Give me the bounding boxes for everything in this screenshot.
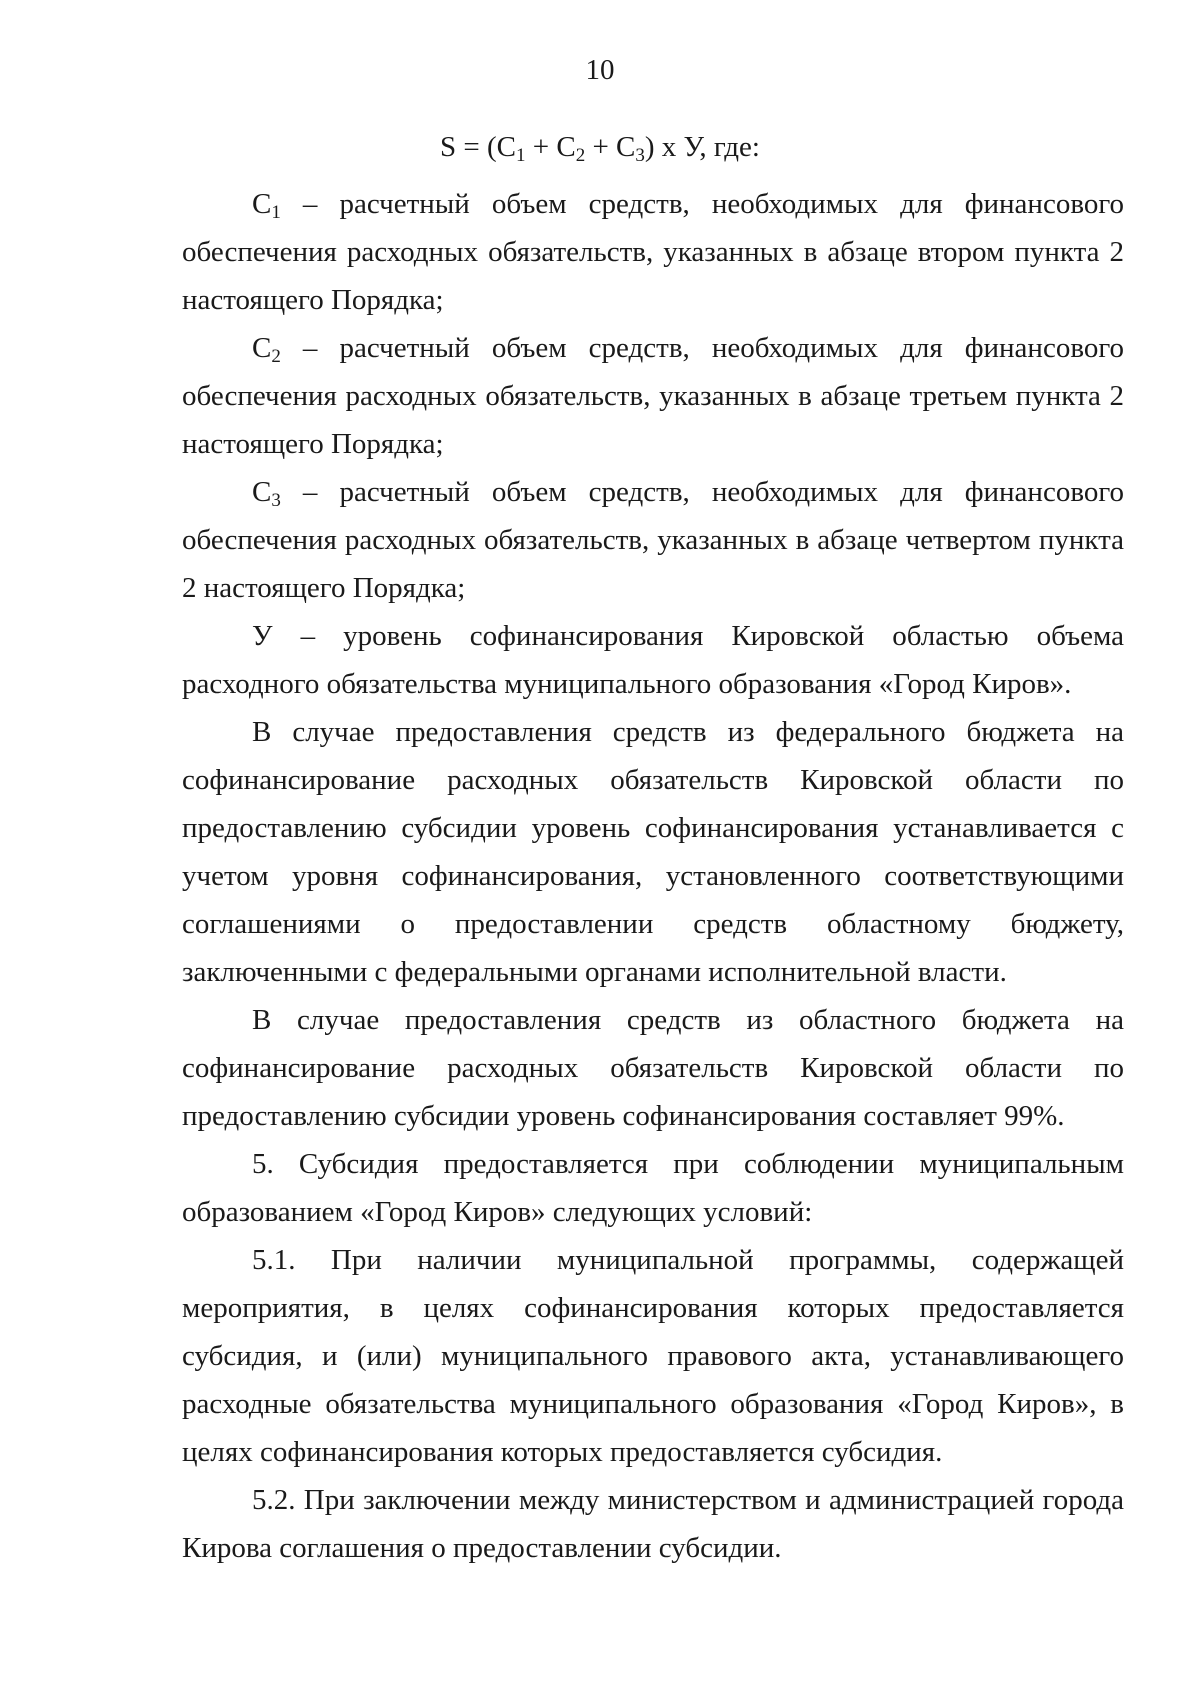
formula-part: S = (C: [440, 131, 516, 163]
definition-c2: [182, 324, 1124, 468]
clause-5: 5. Субсидия предоставляется при соблюдении муниципальным образованием «Город Киров» следующих условий:: [182, 1148, 1124, 1228]
paragraph-federal: В случае предоставления средств из федерального бюджета на софинансирование расходных обязательств Кировской области по предоставлению субсидии уровень софинансирования устанавливается с учетом уровня софинансирования, установленного соответствующими соглашениями о предоставлении средств областному бюджету, заключенными с федеральными органами исполнительной власти.: [182, 716, 1124, 988]
definition-c3: [182, 468, 1124, 612]
formula-part: + C: [525, 131, 576, 163]
formula: [0, 127, 1200, 167]
clause-5-2: 5.2. При заключении между министерством и администрацией города Кирова соглашения о предоставлении субсидии.: [182, 1484, 1124, 1564]
formula-subscript: 2: [575, 145, 586, 166]
definition-text: – уровень софинансирования Кировской областью объема расходного обязательства муниципального образования «Город Киров».: [182, 620, 1124, 700]
variable: $C_2$: [252, 332, 281, 367]
formula-subscript: 3: [635, 145, 645, 166]
page-number: 10: [585, 54, 615, 86]
variable: $C_1$: [252, 188, 281, 223]
definition-c1: [182, 180, 1124, 324]
definition-text: – расчетный объем средств, необходимых для финансового обеспечения расходных обязательств, указанных в абзаце четвертом пункта 2 настоящего Порядка;: [182, 476, 1124, 604]
variable: $C_3$: [252, 476, 281, 511]
formula-subscript: 1: [515, 145, 526, 166]
formula-part: ) х У, где:: [644, 131, 760, 163]
definition-text: – расчетный объем средств, необходимых для финансового обеспечения расходных обязательств, указанных в абзаце втором пункта 2 настоящего Порядка;: [182, 188, 1124, 316]
definition-y: [182, 612, 1124, 708]
paragraph-regional: В случае предоставления средств из областного бюджета на софинансирование расходных обязательств Кировской области по предоставлению субсидии уровень софинансирования составляет 99%.: [182, 1004, 1124, 1132]
variable: У: [252, 620, 273, 652]
formula-part: + C: [585, 131, 636, 163]
document-body: [182, 180, 1124, 1572]
definition-text: – расчетный объем средств, необходимых для финансового обеспечения расходных обязательств, указанных в абзаце третьем пункта 2 настоящего Порядка;: [182, 332, 1124, 460]
clause-5-1: 5.1. При наличии муниципальной программы, содержащей мероприятия, в целях софинансирования которых предоставляется субсидия, и (или) муниципального правового акта, устанавливающего расходные обязательства муниципального образования «Город Киров», в целях софинансирования которых предоставляется субсидия.: [182, 1244, 1124, 1468]
